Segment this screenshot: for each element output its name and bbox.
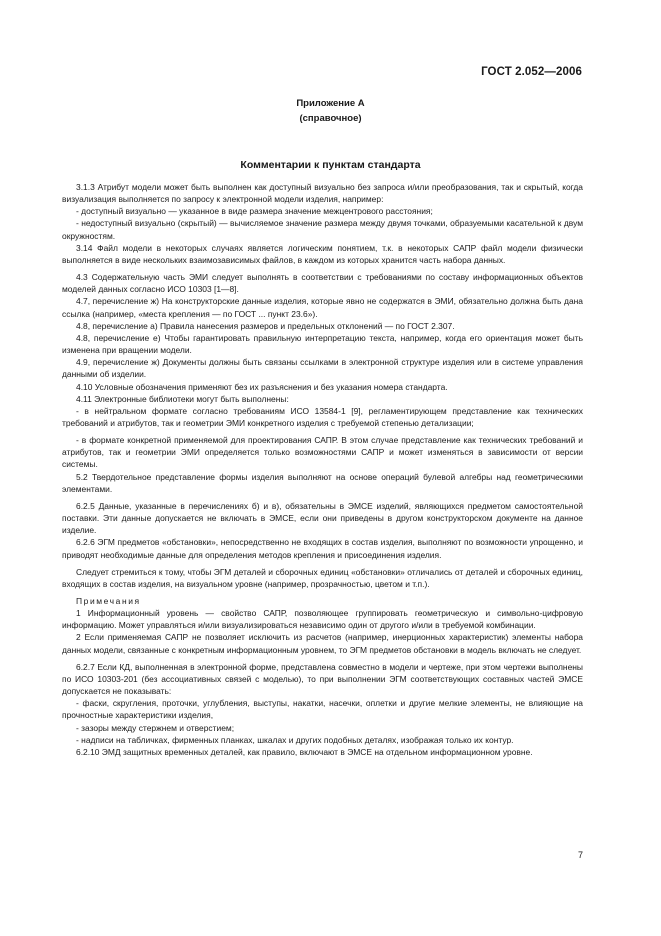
page-number: 7 (577, 850, 583, 860)
paragraph-4-10: 4.10 Условные обозначения применяют без их разъяснения и без указания номера стандарта. (76, 381, 448, 392)
paragraph-4-11: 4.11 Электронные библиотеки могут быть выполнены: (76, 393, 289, 404)
paragraph-4-8-e: 4.8, перечисление е) Чтобы гарантировать правильную интерпретацию текста, например, когда его ориентация может быть изменена при вращении модели. (62, 332, 583, 356)
document-code: ГОСТ 2.052—2006 (481, 66, 582, 78)
note-2: 2 Если применяемая САПР не позволяет исключить из расчетов (например, инерционных характеристик) элементы набора данных модели, связанные с конкретным информационным уровнем, то ЭГМ предметов обстановки в модель включать не следует. (62, 632, 583, 655)
appendix-subtitle: (справочное) (299, 113, 362, 124)
section-title: Комментарии к пунктам стандарта (240, 159, 421, 171)
note-1: 1 Информационный уровень — свойство САПР, позволяющее группировать геометрическую и символьно-цифровую информацию. Может управляться и/или визуализироваться независимо один от другого и/или в требуемой комбинации. (62, 608, 583, 631)
paragraph-4-8-a: 4.8, перечисление а) Правила нанесения размеров и предельных отклонений — по ГОСТ 2.307. (76, 320, 455, 331)
paragraph-4-7: 4.7, перечисление ж) На конструкторские данные изделия, которые явно не содержатся в ЭМИ, обязательно должна быть дана ссылка (например, «места крепления — по ГОСТ ... пункт 23.6»). (62, 296, 583, 319)
paragraph-6-2-6-cont: Следует стремиться к тому, чтобы ЭГМ деталей и сборочных единиц «обстановки» отличались от деталей и сборочных единиц, входящих в состав изделия, на визуальном уровне (например, прозрачностью, цветом и т.п.). (62, 566, 583, 589)
list-item: - доступный визуально — указанное в виде размера значение межцентрового расстояния; (76, 206, 433, 217)
paragraph-3-1-3: 3.1.3 Атрибут модели может быть выполнен как доступный визуально без запроса и/или преобразования, так и скрытый, когда визуализация выполняется по запросу к электронной модели изделия, например: (62, 182, 583, 205)
list-item: - недоступный визуально (скрытый) — вычисляемое значение размера между двумя точками, образуемыми касательной к двум окружностям. (62, 218, 583, 241)
document-body (62, 181, 583, 758)
paragraph-4-3: 4.3 Содержательную часть ЭМИ следует выполнять в соответствии с требованиями по составу информационных объектов моделей данных согласно ИСО 10303 [1—8]. (62, 272, 583, 295)
paragraph-5-2: 5.2 Твердотельное представление формы изделия выполняют на основе операций булевой алгебры над геометрическими элементами. (62, 471, 583, 494)
paragraph-6-2-5: 6.2.5 Данные, указанные в перечислениях б) и в), обязательны в ЭМСЕ изделий, являющихся предметом самостоятельной поставки. Эти данные допускается не включать в ЭМСЕ, если они приведены в другом конструкторском документе на данное изделие. (62, 500, 583, 536)
notes-heading: Примечания (76, 596, 141, 606)
list-item: - в формате конкретной применяемой для проектирования САПР. В этом случае представление как технических требований и атрибутов, так и геометрии ЭМИ определяется только возможностями САПР и может изменяться в зависимости от версии системы. (62, 435, 583, 470)
paragraph-4-9: 4.9, перечисление ж) Документы должны быть связаны ссылками в электронной структуре изделия или в системе управления данными об изделии. (62, 357, 583, 380)
appendix-heading (0, 96, 661, 126)
list-item: - в нейтральном формате согласно требованиям ИСО 13584-1 [9], регламентирующем представление как технических требований и атрибутов, так и геометрии ЭМИ конкретного изделия с требуемой степенью детализации; (62, 405, 583, 428)
list-item: - надписи на табличках, фирменных планках, шкалах и других подобных деталях, изображая только их контур. (76, 734, 514, 745)
list-item: - фаски, скругления, проточки, углубления, выступы, накатки, насечки, оплетки и другие мелкие элементы, не влияющие на прочностные характеристики изделия, (62, 698, 583, 721)
paragraph-6-2-7: 6.2.7 Если КД, выполненная в электронной форме, представлена совместно в модели и чертеже, при этом чертежи выполнены по ИСО 10303-201 (без ассоциативных связей с моделью), то при выполнении ЭГМ соответствующих составных частей ЭМСЕ допускается не показывать: (62, 661, 583, 697)
paragraph-3-14: 3.14 Файл модели в некоторых случаях является логическим понятием, т.к. в некоторых САПР файл модели физически выполняется в виде нескольких взаимозависимых файлов, в каждом из которых хранится часть набора данных. (62, 242, 583, 265)
list-item: - зазоры между стержнем и отверстием; (76, 722, 235, 733)
appendix-title: Приложение А (296, 98, 365, 109)
paragraph-6-2-10: 6.2.10 ЭМД защитных временных деталей, как правило, включают в ЭМСЕ на отдельном информационном уровне. (76, 746, 533, 757)
paragraph-6-2-6: 6.2.6 ЭГМ предметов «обстановки», непосредственно не входящих в состав изделия, выполняют по возможности упрощенно, и приводят необходимые данные для определения методов крепления и присоединения изделия. (62, 537, 583, 560)
